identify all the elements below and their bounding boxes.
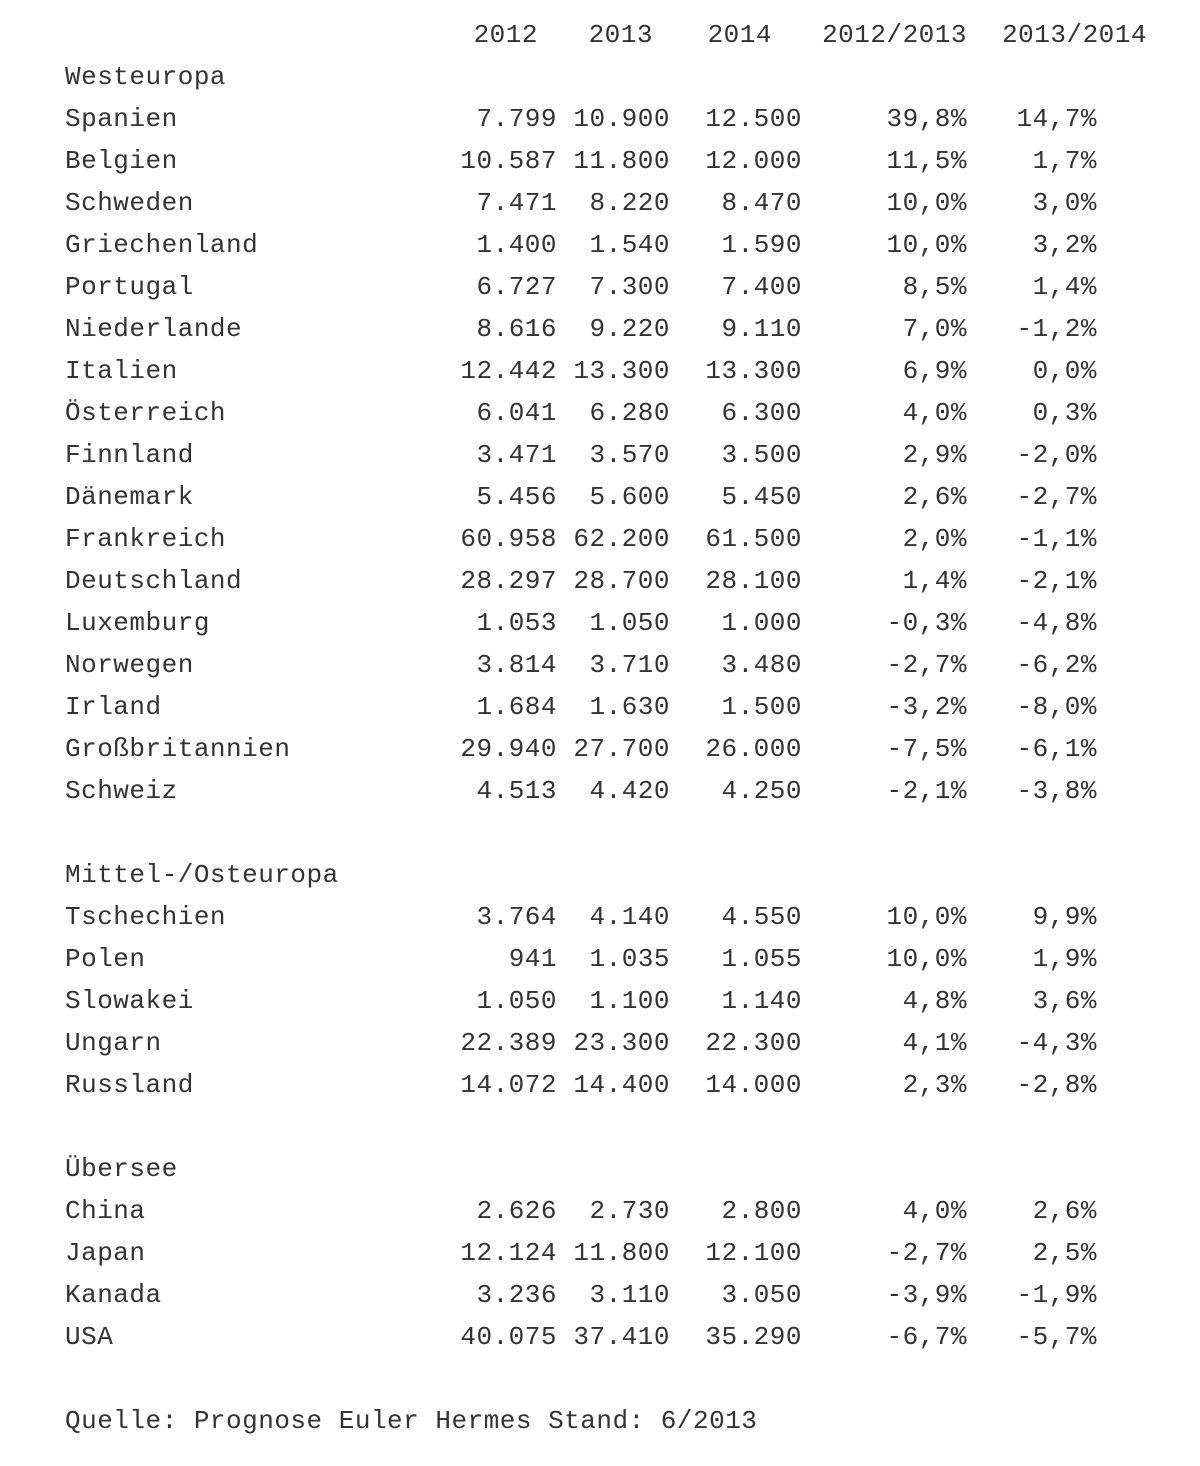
value-2014: 5.450 [721, 482, 802, 512]
value-2014: 9.110 [721, 314, 802, 344]
value-2013: 11.800 [573, 146, 670, 176]
value-2012: 29.940 [460, 734, 557, 764]
change-2013-2014: 14,7% [1016, 104, 1097, 134]
change-2012-2013: 4,0% [902, 398, 967, 428]
country-name: Polen [65, 944, 146, 974]
value-2013: 11.800 [573, 1238, 670, 1268]
value-2014: 6.300 [721, 398, 802, 428]
country-name: Schweden [65, 188, 194, 218]
table-row [65, 1316, 1200, 1358]
table-row [65, 896, 1200, 938]
value-2012: 4.513 [476, 776, 557, 806]
country-name: Schweiz [65, 776, 178, 806]
value-2012: 941 [508, 944, 557, 974]
value-2013: 7.300 [589, 272, 670, 302]
change-2013-2014: 1,4% [1032, 272, 1097, 302]
table-body [65, 56, 1200, 1358]
change-2012-2013: -2,7% [886, 1238, 967, 1268]
section-title: Übersee [65, 1154, 178, 1184]
change-2012-2013: 2,6% [902, 482, 967, 512]
value-2014: 7.400 [721, 272, 802, 302]
header-spacer-cell [65, 14, 460, 56]
value-2012: 22.389 [460, 1028, 557, 1058]
table-row [65, 476, 1200, 518]
country-name: Deutschland [65, 566, 243, 596]
value-2012: 6.727 [476, 272, 557, 302]
country-name: China [65, 1196, 146, 1226]
change-2012-2013: -0,3% [886, 608, 967, 638]
change-2013-2014: -2,1% [1016, 566, 1097, 596]
country-name: Russland [65, 1070, 194, 1100]
value-2013: 14.400 [573, 1070, 670, 1100]
section-header-row [65, 56, 1200, 98]
value-2014: 1.140 [721, 986, 802, 1016]
change-2012-2013: 11,5% [886, 146, 967, 176]
value-2014: 12.500 [705, 104, 802, 134]
country-name: Spanien [65, 104, 178, 134]
value-2014: 22.300 [705, 1028, 802, 1058]
country-name: Italien [65, 356, 178, 386]
change-2013-2014: -8,0% [1016, 692, 1097, 722]
value-2012: 1.053 [476, 608, 557, 638]
section-title: Westeuropa [65, 62, 227, 92]
change-2013-2014: 3,2% [1032, 230, 1097, 260]
value-2013: 4.140 [589, 902, 670, 932]
country-name: Frankreich [65, 524, 227, 554]
change-2012-2013: 1,4% [902, 566, 967, 596]
change-2012-2013: 4,0% [902, 1196, 967, 1226]
change-2012-2013: 10,0% [886, 902, 967, 932]
column-header-2014: 2014 [707, 20, 772, 50]
value-2014: 1.590 [721, 230, 802, 260]
value-2013: 1.050 [589, 608, 670, 638]
change-2012-2013: 8,5% [902, 272, 967, 302]
country-name: Dänemark [65, 482, 194, 512]
value-2012: 7.799 [476, 104, 557, 134]
table-footer-row [65, 1400, 1200, 1442]
table-row [65, 602, 1200, 644]
change-2012-2013: 39,8% [886, 104, 967, 134]
table-row [65, 1274, 1200, 1316]
country-name: Tschechien [65, 902, 227, 932]
value-2014: 26.000 [705, 734, 802, 764]
value-2013: 1.540 [589, 230, 670, 260]
value-2013: 6.280 [589, 398, 670, 428]
change-2013-2014: -1,2% [1016, 314, 1097, 344]
country-name: Griechenland [65, 230, 259, 260]
value-2012: 3.471 [476, 440, 557, 470]
table-row [65, 308, 1200, 350]
table-header-row [65, 14, 1200, 56]
change-2013-2014: 2,5% [1032, 1238, 1097, 1268]
value-2014: 3.050 [721, 1280, 802, 1310]
value-2014: 1.055 [721, 944, 802, 974]
change-2012-2013: 6,9% [902, 356, 967, 386]
change-2013-2014: -1,9% [1016, 1280, 1097, 1310]
country-name: Ungarn [65, 1028, 162, 1058]
change-2013-2014: -2,7% [1016, 482, 1097, 512]
change-2013-2014: -2,0% [1016, 440, 1097, 470]
source-note: Quelle: Prognose Euler Hermes Stand: 6/2013 [65, 1406, 758, 1436]
change-2012-2013: 2,0% [902, 524, 967, 554]
country-name: Finnland [65, 440, 194, 470]
value-2013: 1.630 [589, 692, 670, 722]
value-2014: 13.300 [705, 356, 802, 386]
country-name: Niederlande [65, 314, 243, 344]
change-2013-2014: -4,8% [1016, 608, 1097, 638]
value-2012: 1.684 [476, 692, 557, 722]
spacer-row [65, 1358, 1200, 1400]
spacer-row [65, 1106, 1200, 1148]
country-name: Japan [65, 1238, 146, 1268]
country-name: Slowakei [65, 986, 194, 1016]
value-2013: 62.200 [573, 524, 670, 554]
change-2012-2013: 10,0% [886, 944, 967, 974]
value-2014: 4.550 [721, 902, 802, 932]
column-header-2012-2013: 2012/2013 [822, 20, 967, 50]
value-2012: 8.616 [476, 314, 557, 344]
table-row [65, 560, 1200, 602]
table-row [65, 686, 1200, 728]
change-2012-2013: -7,5% [886, 734, 967, 764]
table-row [65, 770, 1200, 812]
change-2013-2014: -3,8% [1016, 776, 1097, 806]
change-2012-2013: 7,0% [902, 314, 967, 344]
table-row [65, 98, 1200, 140]
change-2013-2014: -4,3% [1016, 1028, 1097, 1058]
change-2013-2014: 1,9% [1032, 944, 1097, 974]
table-row [65, 1022, 1200, 1064]
change-2012-2013: -6,7% [886, 1322, 967, 1352]
value-2012: 1.400 [476, 230, 557, 260]
value-2014: 28.100 [705, 566, 802, 596]
value-2012: 6.041 [476, 398, 557, 428]
table-row [65, 224, 1200, 266]
change-2012-2013: 4,8% [902, 986, 967, 1016]
change-2012-2013: 4,1% [902, 1028, 967, 1058]
value-2012: 28.297 [460, 566, 557, 596]
value-2014: 4.250 [721, 776, 802, 806]
value-2014: 8.470 [721, 188, 802, 218]
change-2013-2014: 9,9% [1032, 902, 1097, 932]
table-row [65, 1232, 1200, 1274]
country-name: Österreich [65, 398, 227, 428]
value-2014: 1.000 [721, 608, 802, 638]
table-row [65, 434, 1200, 476]
change-2012-2013: -2,1% [886, 776, 967, 806]
value-2013: 3.110 [589, 1280, 670, 1310]
value-2012: 40.075 [460, 1322, 557, 1352]
country-name: Irland [65, 692, 162, 722]
column-header-2013-2014: 2013/2014 [1002, 20, 1147, 50]
section-title: Mittel-/Osteuropa [65, 860, 339, 890]
change-2013-2014: 0,3% [1032, 398, 1097, 428]
value-2013: 9.220 [589, 314, 670, 344]
value-2014: 12.100 [705, 1238, 802, 1268]
table-row [65, 350, 1200, 392]
change-2012-2013: 10,0% [886, 230, 967, 260]
table-row [65, 1064, 1200, 1106]
value-2013: 3.710 [589, 650, 670, 680]
value-2013: 1.100 [589, 986, 670, 1016]
change-2013-2014: 2,6% [1032, 1196, 1097, 1226]
value-2012: 60.958 [460, 524, 557, 554]
value-2013: 5.600 [589, 482, 670, 512]
change-2012-2013: 2,3% [902, 1070, 967, 1100]
column-header-2013: 2013 [588, 20, 653, 50]
value-2014: 2.800 [721, 1196, 802, 1226]
change-2013-2014: 3,0% [1032, 188, 1097, 218]
change-2013-2014: -6,1% [1016, 734, 1097, 764]
table-row [65, 266, 1200, 308]
table-row [65, 140, 1200, 182]
country-name: Norwegen [65, 650, 194, 680]
value-2013: 23.300 [573, 1028, 670, 1058]
table-row [65, 980, 1200, 1022]
change-2012-2013: -3,2% [886, 692, 967, 722]
change-2013-2014: 3,6% [1032, 986, 1097, 1016]
country-name: Belgien [65, 146, 178, 176]
value-2013: 27.700 [573, 734, 670, 764]
value-2014: 61.500 [705, 524, 802, 554]
value-2014: 35.290 [705, 1322, 802, 1352]
value-2012: 3.236 [476, 1280, 557, 1310]
value-2012: 2.626 [476, 1196, 557, 1226]
change-2013-2014: -6,2% [1016, 650, 1097, 680]
value-2013: 2.730 [589, 1196, 670, 1226]
value-2012: 5.456 [476, 482, 557, 512]
section-header-row [65, 1148, 1200, 1190]
table-row [65, 938, 1200, 980]
change-2012-2013: 2,9% [902, 440, 967, 470]
section-header-row [65, 854, 1200, 896]
value-2012: 3.764 [476, 902, 557, 932]
value-2012: 12.124 [460, 1238, 557, 1268]
change-2012-2013: 10,0% [886, 188, 967, 218]
table-row [65, 644, 1200, 686]
value-2014: 14.000 [705, 1070, 802, 1100]
value-2012: 12.442 [460, 356, 557, 386]
change-2013-2014: -2,8% [1016, 1070, 1097, 1100]
value-2013: 28.700 [573, 566, 670, 596]
country-name: Kanada [65, 1280, 162, 1310]
value-2014: 1.500 [721, 692, 802, 722]
change-2012-2013: -2,7% [886, 650, 967, 680]
value-2013: 10.900 [573, 104, 670, 134]
value-2012: 10.587 [460, 146, 557, 176]
value-2013: 4.420 [589, 776, 670, 806]
value-2013: 1.035 [589, 944, 670, 974]
country-name: Großbritannien [65, 734, 291, 764]
change-2013-2014: 0,0% [1032, 356, 1097, 386]
table-row [65, 182, 1200, 224]
table-row [65, 518, 1200, 560]
value-2013: 8.220 [589, 188, 670, 218]
value-2012: 14.072 [460, 1070, 557, 1100]
table-row [65, 1190, 1200, 1232]
change-2013-2014: -5,7% [1016, 1322, 1097, 1352]
country-name: USA [65, 1322, 114, 1352]
country-name: Luxemburg [65, 608, 210, 638]
value-2014: 3.480 [721, 650, 802, 680]
value-2012: 1.050 [476, 986, 557, 1016]
value-2013: 13.300 [573, 356, 670, 386]
table-row [65, 728, 1200, 770]
change-2013-2014: -1,1% [1016, 524, 1097, 554]
change-2013-2014: 1,7% [1032, 146, 1097, 176]
spacer-row [65, 812, 1200, 854]
table-row [65, 392, 1200, 434]
value-2013: 3.570 [589, 440, 670, 470]
value-2014: 12.000 [705, 146, 802, 176]
value-2013: 37.410 [573, 1322, 670, 1352]
value-2014: 3.500 [721, 440, 802, 470]
column-header-2012: 2012 [473, 20, 538, 50]
country-name: Portugal [65, 272, 194, 302]
change-2012-2013: -3,9% [886, 1280, 967, 1310]
value-2012: 7.471 [476, 188, 557, 218]
value-2012: 3.814 [476, 650, 557, 680]
